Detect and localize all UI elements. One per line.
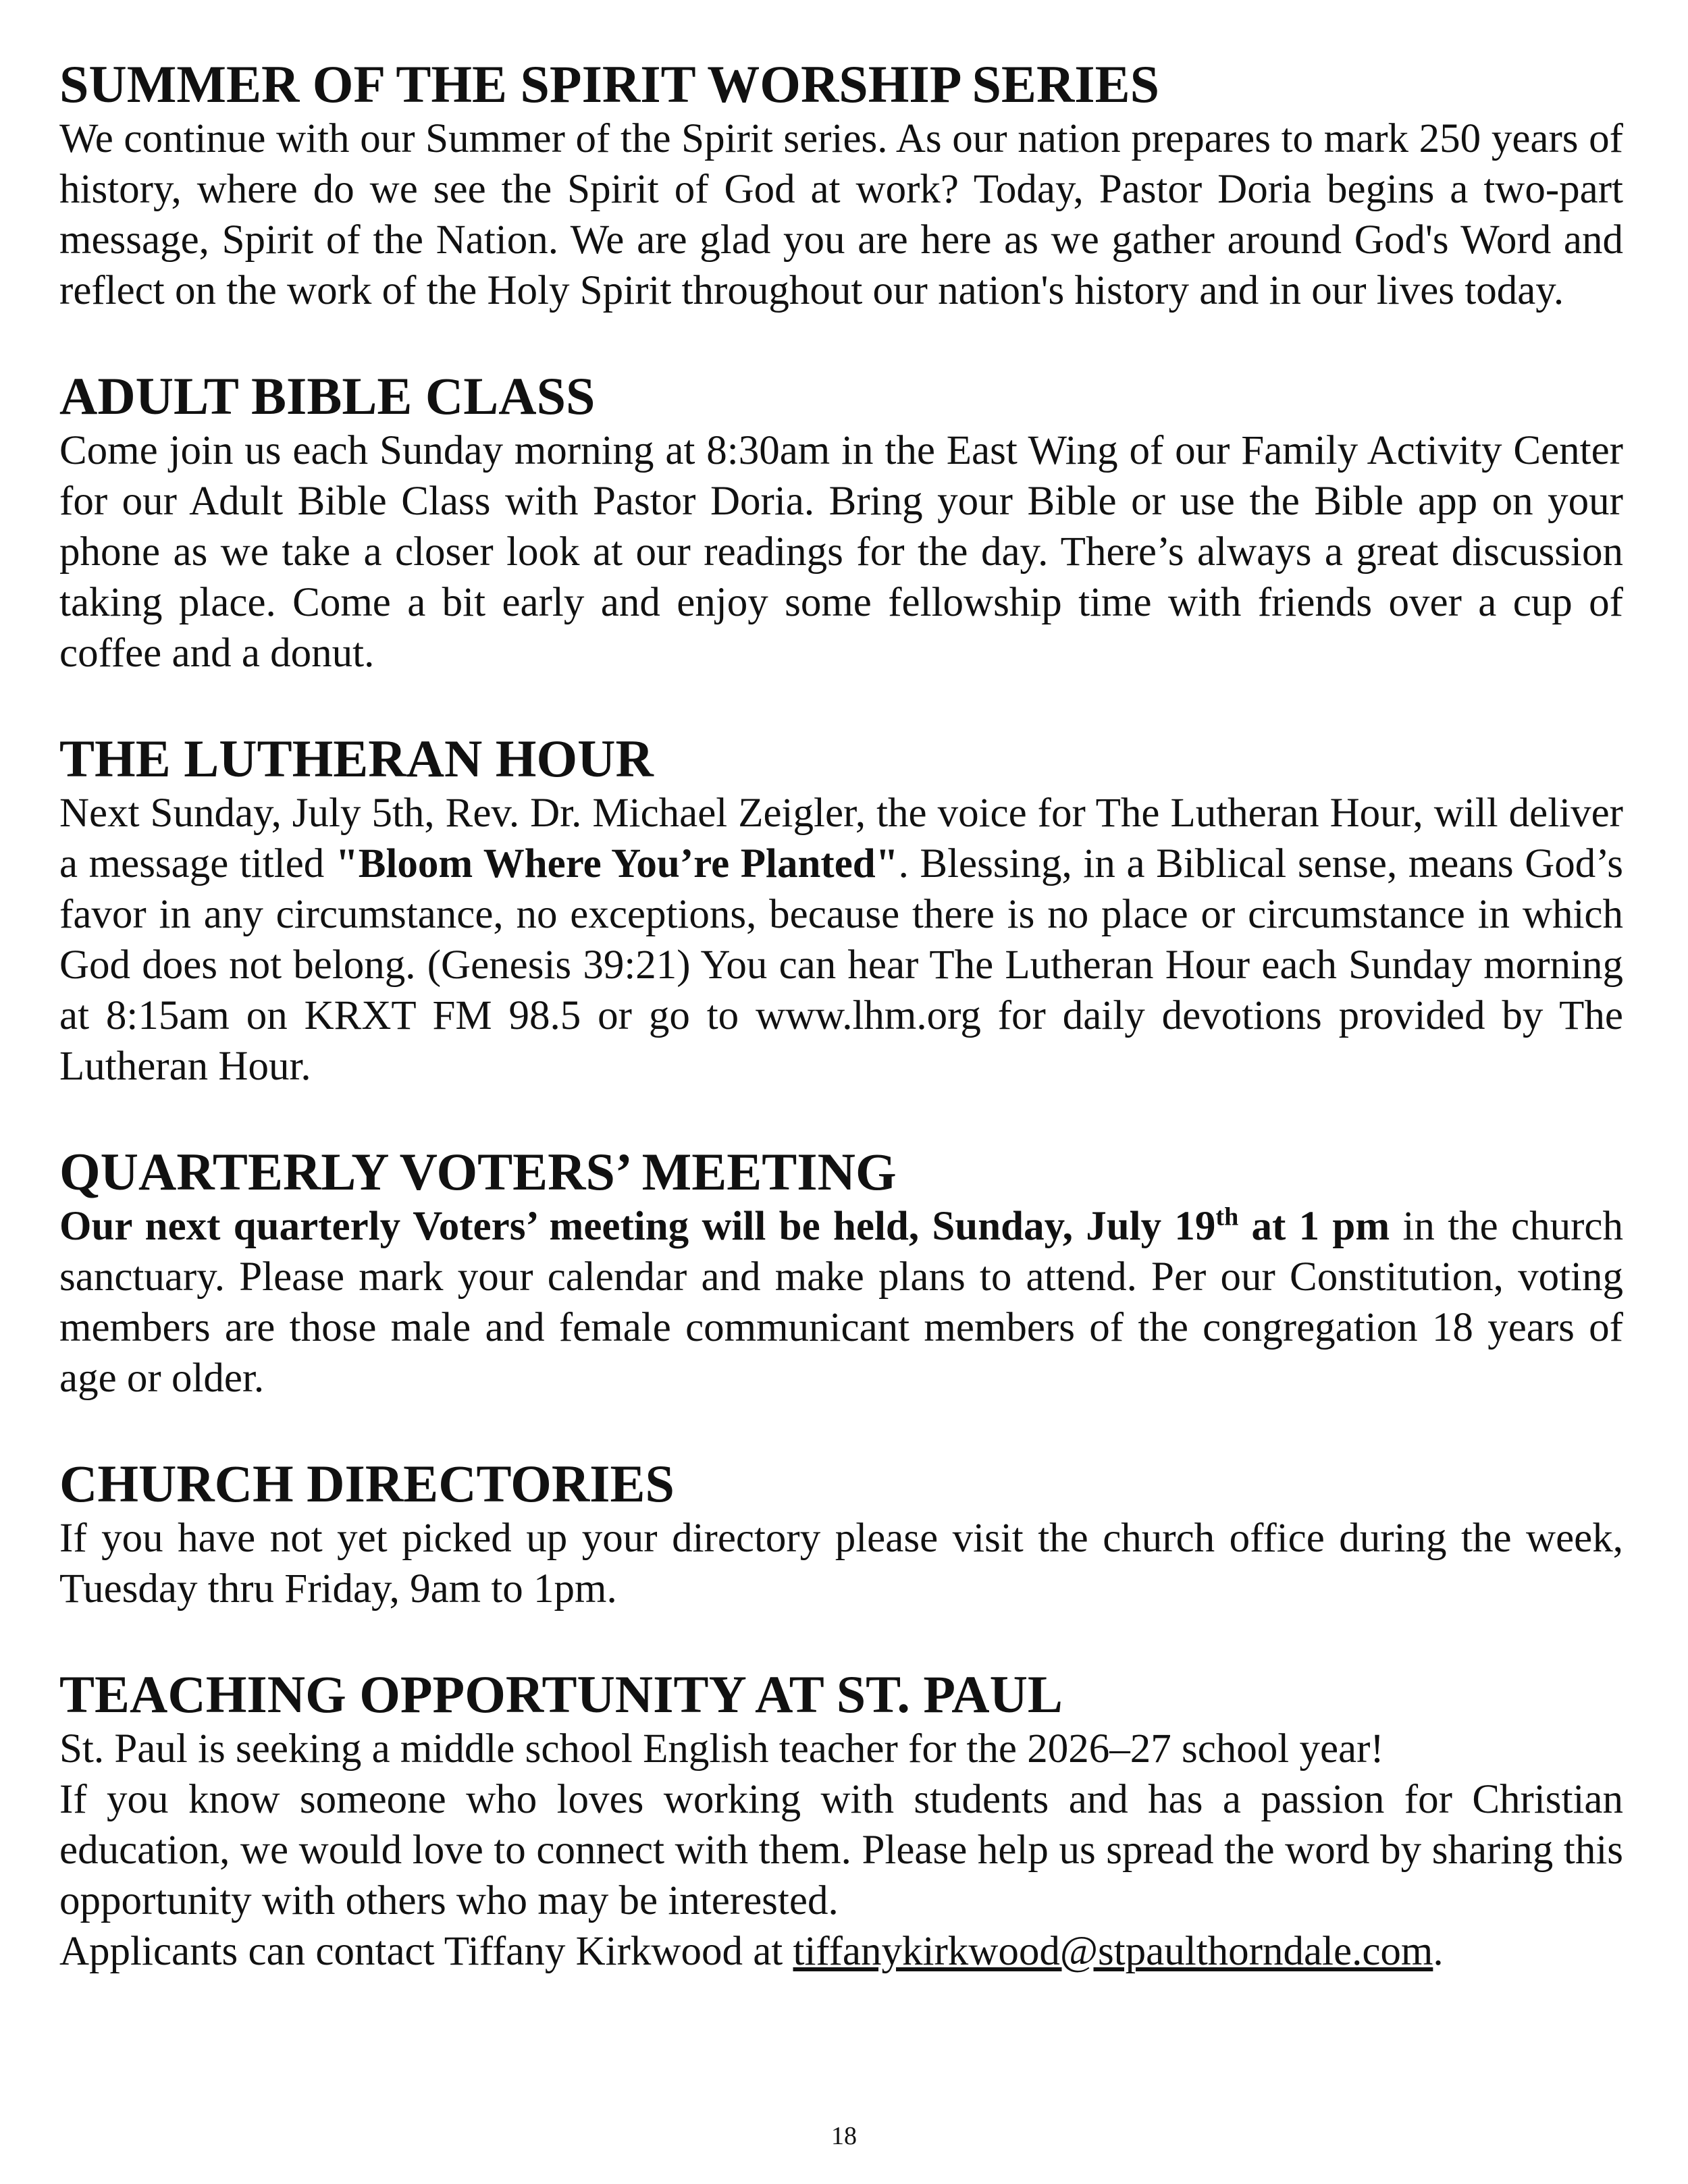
meeting-time-text: at 1 pm bbox=[1238, 1204, 1390, 1249]
section-heading: TEACHING OPPORTUNITY AT ST. PAUL bbox=[59, 1665, 1063, 1724]
section-body: If you have not yet picked up your directory please visit the church office during the week, Tuesday thru Friday, 9am to 1pm. bbox=[59, 1516, 1623, 1612]
email-link[interactable]: tiffanykirkwood@stpaulthorndale.com bbox=[793, 1929, 1433, 1974]
section-heading: THE LUTHERAN HOUR bbox=[59, 729, 654, 788]
section-heading: QUARTERLY VOTERS’ MEETING bbox=[59, 1142, 897, 1201]
section-heading: ADULT BIBLE CLASS bbox=[59, 367, 596, 425]
meeting-date-text: Our next quarterly Voters’ meeting will be held, Sunday, July 19 bbox=[59, 1204, 1216, 1249]
ordinal-suffix: th bbox=[1215, 1202, 1239, 1231]
message-title: "Bloom Where You’re Planted" bbox=[335, 841, 899, 886]
contact-suffix: . bbox=[1433, 1929, 1444, 1974]
section-summer-series bbox=[59, 55, 1623, 316]
section-body bbox=[59, 788, 1623, 1092]
section-body bbox=[59, 1201, 1623, 1404]
section-body-line: St. Paul is seeking a middle school English teacher for the 2026–27 school year! bbox=[59, 1726, 1384, 1772]
section-lutheran-hour bbox=[59, 730, 1623, 1092]
section-church-directories bbox=[59, 1455, 1623, 1614]
section-body: If you know someone who loves working with students and has a passion for Christian education, we would love to connect with them. Please help us spread the word by sharing this opportunity with others who may be interested. bbox=[59, 1777, 1623, 1923]
body-text: Next Sunday, July 5th, Rev. Dr. Michael Zeigler, the voice for The Lutheran Hour, will deliver a message titled bbox=[59, 791, 1623, 886]
contact-prefix: Applicants can contact Tiffany Kirkwood at bbox=[59, 1929, 793, 1974]
section-teaching-opportunity bbox=[59, 1666, 1623, 1977]
section-heading: SUMMER OF THE SPIRIT WORSHIP SERIES bbox=[59, 55, 1160, 113]
section-adult-bible-class bbox=[59, 367, 1623, 678]
page-number: 18 bbox=[831, 2122, 857, 2150]
body-text: in the church sanctuary. Please mark your calendar and make plans to attend. Per our Constitution, voting members are those male and female communicant members of the congregation 18 years of age or older. bbox=[59, 1204, 1623, 1401]
bulletin-page bbox=[59, 55, 1623, 1977]
contact-line bbox=[59, 1926, 1623, 1977]
section-heading: CHURCH DIRECTORIES bbox=[59, 1454, 675, 1513]
meeting-announcement bbox=[59, 1204, 1390, 1249]
section-voters-meeting bbox=[59, 1143, 1623, 1404]
body-text: . Blessing, in a Biblical sense, means God’s favor in any circumstance, no exceptions, because there is no place or circumstance in which God does not belong. (Genesis 39:21) You can hear The Lutheran Hour each Sunday morning at 8:15am on KRXT FM 98.5 or go to www.lhm.org for daily devotions provided by The Lutheran Hour. bbox=[59, 841, 1623, 1089]
section-body: We continue with our Summer of the Spirit series. As our nation prepares to mark 250 years of history, where do we see the Spirit of God at work? Today, Pastor Doria begins a two-part message, Spirit of the Nation. We are glad you are here as we gather around God's Word and reflect on the work of the Holy Spirit throughout our nation's history and in our lives today. bbox=[59, 116, 1623, 313]
section-body: Come join us each Sunday morning at 8:30am in the East Wing of our Family Activity Center for our Adult Bible Class with Pastor Doria. Bring your Bible or use the Bible app on your phone as we take a closer look at our readings for the day. There’s always a great discussion taking place. Come a bit early and enjoy some fellowship time with friends over a cup of coffee and a donut. bbox=[59, 428, 1623, 676]
